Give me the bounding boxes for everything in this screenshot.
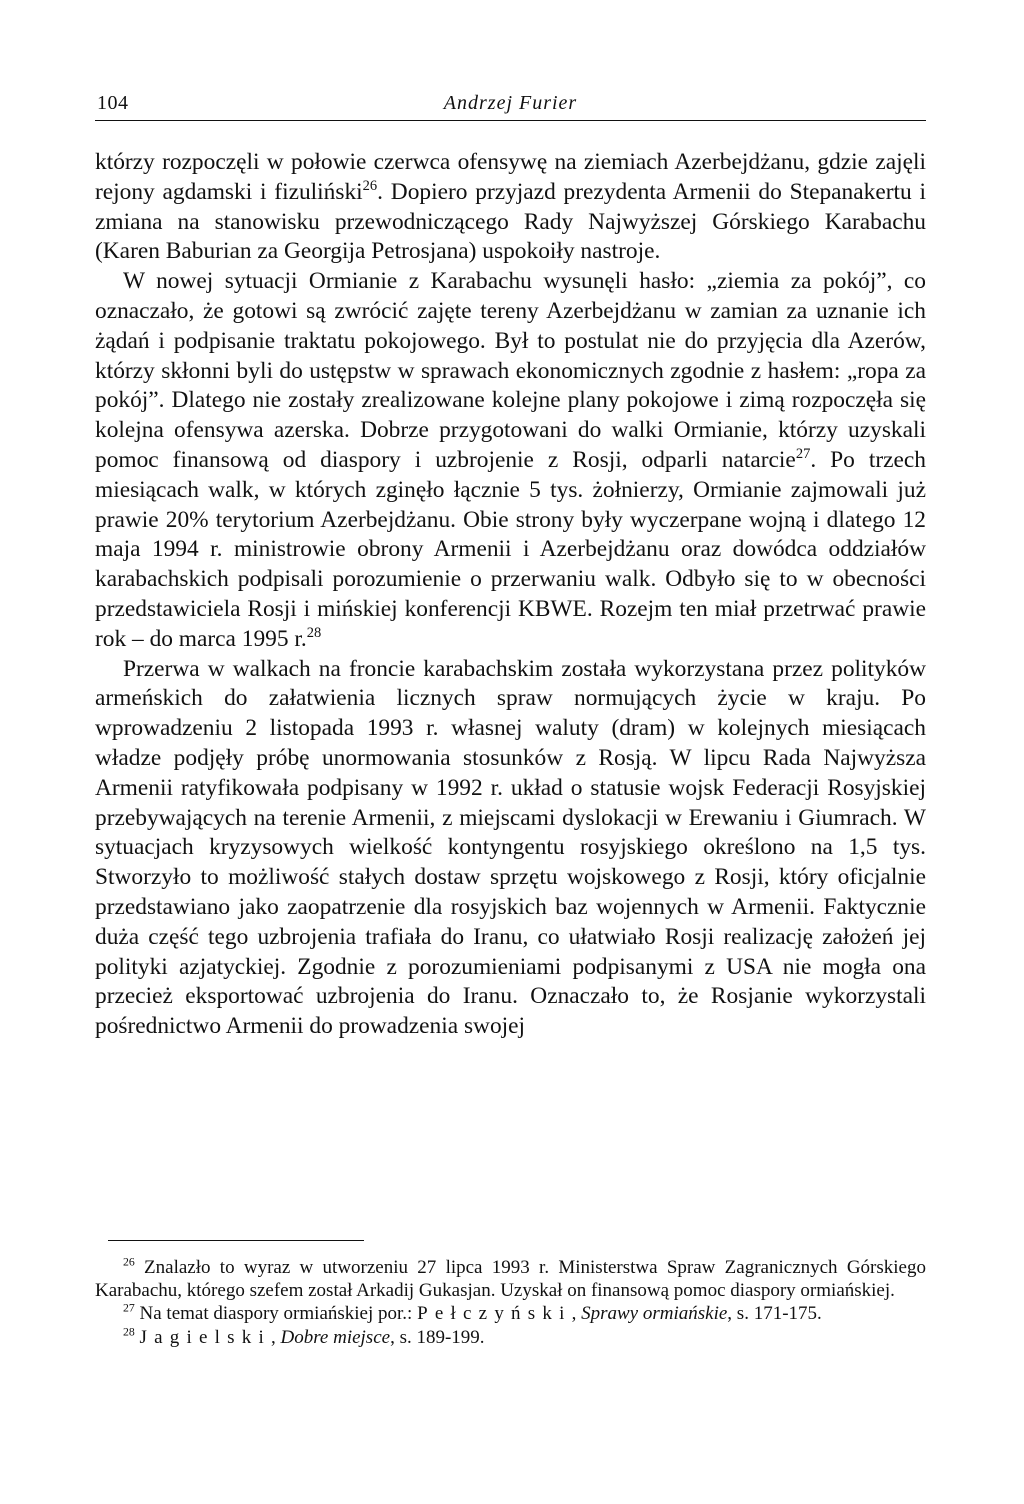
footnote-26 — [95, 1256, 926, 1302]
paragraph-2-text-a: W nowej sytuacji Ormianie z Karabachu wysunęli hasło: „ziemia za pokój”, co oznaczało, że gotowi są zwrócić zajęte tereny Azerbejdżanu w zamian za uznanie ich żądań i podpisanie traktatu pokojowego. Był to postulat nie do przyjęcia dla Azerów, którzy skłonni byli do ustępstw w sprawach ekonomicznych zgodnie z hasłem: „ropa za pokój”. Dlatego nie zostały zrealizowane kolejne plany pokojowe i zimą rozpoczęła się kolejna ofensywa azerska. Dobrze przygotowani do walki Ormianie, którzy uzyskali pomoc finansową od diaspory i uzbrojenie z Rosji, odparli natarcie — [95, 268, 926, 473]
page-header — [95, 90, 926, 121]
paragraph-1-text-a: którzy rozpoczęli w połowie czerwca ofensywę na ziemiach Azerbejdżanu, gdzie zajęli rejony agdamski i fizuliński — [95, 149, 926, 205]
footnote-27: $^{27}$ Na temat diaspory ormiańskiej por.: Pełczyński, Sprawy ormiańskie, s. 171-175. — [123, 1302, 822, 1325]
paragraph-1-text-b: . Dopiero przyjazd prezydenta Armenii do Stepanakertu i zmiana na stanowisku przewodniczącego Rady Najwyższej Górskiego Karabachu (Karen Baburian za Georgija Petrosjana) uspokoiły nastroje. — [95, 178, 926, 265]
footnote-divider — [108, 1240, 364, 1241]
paragraph-1 — [95, 148, 926, 267]
footnote-ref-27[interactable]: 27 — [795, 445, 811, 462]
footnote-27-author: Pełczyński — [417, 1303, 572, 1325]
paragraph-3: Przerwa w walkach na froncie karabachskim została wykorzystana przez polityków armeńskich do załatwienia licznych spraw normujących życie w kraju. Po wprowadzeniu 2 listopada 1993 r. własnej waluty (dram) w kolejnych miesiącach władze podjęły próbę unormowania stosunków z Rosją. W lipcu Rada Najwyższa Armenii ratyfikowała podpisany w 1992 r. układ o statusie wojsk Federacji Rosyjskiej przebywających na terenie Armenii, z miejscami dyslokacji w Erewaniu i Giumrach. W sytuacjach kryzysowych wielkość kontyngentu rosyjskiego określono na 1,5 tys. Stworzyło to możliwość stałych dostaw sprzętu wojskowego z Rosji, który oficjalnie przedstawiano jako zaopatrzenie dla rosyjskich baz wojennych w Armenii. Faktycznie duża część tego uzbrojenia trafiała do Iranu, co ułatwiało Rosji realizację założeń jej polityki azjatyckiej. Zgodnie z porozumieniami podpisanymi z USA nie mogła ona przecież eksportować uzbrojenia do Iranu. Oznaczało to, że Rosjanie wykorzystali pośrednictwo Armenii do prowadzenia swojej — [95, 655, 926, 1040]
footnote-27-number: 27 — [123, 1302, 135, 1316]
paragraph-2-text-b: . Po trzech miesiącach walk, w których zginęło łącznie 5 tys. żołnierzy, Ormianie zajmowali już prawie 20% terytorium Azerbejdżanu. Obie strony były wyczerpane wojną i dlatego 12 maja 1994 r. ministrowie obrony Armenii i Azerbejdżanu oraz dowódca oddziałów karabachskich podpisali porozumienie o przerwaniu walk. Odbyło się to w obecności przedstawiciela Rosji i mińskiej konferencji KBWE. Rozejm ten miał przetrwać prawie rok – do marca 1995 r. — [95, 446, 926, 652]
footnote-28-pages: , s. 189-199. — [390, 1326, 485, 1348]
footnote-28-title: Dobre miejsce — [280, 1326, 391, 1348]
paragraph-2 — [95, 267, 926, 654]
footnote-28: $^{28}$ Jagielski, Dobre miejsce, s. 189-199. — [123, 1325, 485, 1348]
footnote-ref-28[interactable]: 28 — [306, 624, 322, 641]
running-head: Andrzej Furier — [443, 92, 578, 114]
footnote-28-number: 28 — [123, 1325, 135, 1339]
footnote-27-prefix: Na temat diaspory ormiańskiej por.: — [139, 1303, 413, 1325]
footnote-26-text: Znalazło to wyraz w utworzeniu 27 lipca 1993 r. Ministerstwa Spraw Zagranicznych Górskiego Karabachu, którego szefem został Arkadij Gukasjan. Uzyskał on finansową pomoc diaspory ormiańskiej. — [95, 1257, 926, 1302]
footnote-ref-26[interactable]: 26 — [362, 177, 378, 194]
footnotes — [95, 1256, 926, 1349]
footnote-28-author: Jagielski — [139, 1326, 271, 1348]
footnote-27-pages: , s. 171-175. — [727, 1303, 822, 1325]
body-text — [95, 148, 926, 1042]
footnote-26-number: 26 — [123, 1255, 135, 1269]
page-number: 104 — [97, 92, 129, 114]
footnote-27-title: Sprawy ormiańskie — [581, 1303, 728, 1325]
